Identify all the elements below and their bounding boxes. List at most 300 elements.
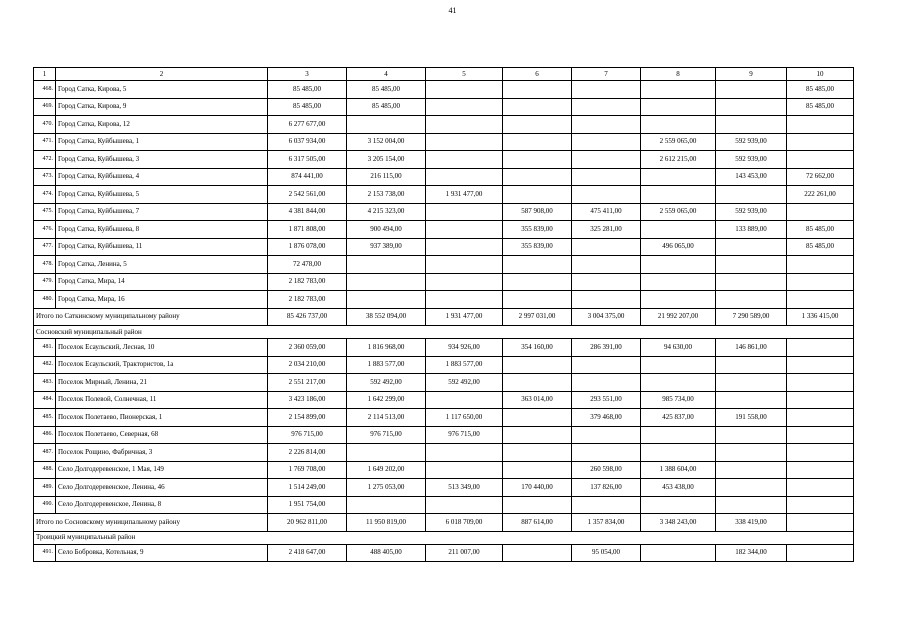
value-cell bbox=[641, 256, 716, 274]
total-cell: 1 931 477,00 bbox=[426, 308, 503, 326]
value-cell: 453 438,00 bbox=[641, 479, 716, 497]
value-cell bbox=[572, 133, 641, 151]
value-cell bbox=[572, 273, 641, 291]
value-cell: 2 034 210,00 bbox=[268, 356, 347, 374]
value-cell: 1 117 650,00 bbox=[426, 409, 503, 427]
section-row bbox=[34, 531, 854, 544]
value-cell bbox=[572, 168, 641, 186]
value-cell: 133 889,00 bbox=[716, 221, 787, 239]
value-cell: 354 160,00 bbox=[503, 339, 572, 357]
value-cell bbox=[572, 98, 641, 116]
value-cell: 3 423 186,00 bbox=[268, 391, 347, 409]
row-number: 471. bbox=[34, 133, 56, 151]
total-cell: 6 018 709,00 bbox=[426, 514, 503, 532]
value-cell: 475 411,00 bbox=[572, 203, 641, 221]
value-cell: 2 226 814,00 bbox=[268, 444, 347, 462]
total-cell: 338 419,00 bbox=[716, 514, 787, 532]
row-number: 473. bbox=[34, 168, 56, 186]
value-cell: 85 485,00 bbox=[787, 238, 854, 256]
address-cell: Поселок Есаульский, Лесная, 10 bbox=[56, 339, 268, 357]
value-cell: 2 114 513,00 bbox=[347, 409, 426, 427]
value-cell: 592 492,00 bbox=[426, 374, 503, 392]
value-cell bbox=[641, 273, 716, 291]
value-cell: 4 381 844,00 bbox=[268, 203, 347, 221]
table-row bbox=[34, 479, 854, 497]
value-cell: 363 014,00 bbox=[503, 391, 572, 409]
value-cell bbox=[426, 98, 503, 116]
column-header: 7 bbox=[572, 68, 641, 81]
row-number: 483. bbox=[34, 374, 56, 392]
value-cell: 6 277 677,00 bbox=[268, 116, 347, 134]
table-row bbox=[34, 356, 854, 374]
total-label: Итого по Саткинскому муниципальному району bbox=[34, 308, 268, 326]
value-cell bbox=[426, 273, 503, 291]
value-cell bbox=[347, 291, 426, 309]
value-cell bbox=[787, 444, 854, 462]
value-cell: 137 826,00 bbox=[572, 479, 641, 497]
value-cell: 72 478,00 bbox=[268, 256, 347, 274]
value-cell bbox=[503, 409, 572, 427]
value-cell bbox=[426, 81, 503, 99]
address-cell: Город Сатка, Кирова, 12 bbox=[56, 116, 268, 134]
table-row bbox=[34, 374, 854, 392]
address-cell: Село Долгодеревенское, Ленина, 46 bbox=[56, 479, 268, 497]
value-cell: 191 558,00 bbox=[716, 409, 787, 427]
value-cell bbox=[426, 444, 503, 462]
value-cell: 976 715,00 bbox=[347, 426, 426, 444]
row-number: 478. bbox=[34, 256, 56, 274]
value-cell bbox=[503, 256, 572, 274]
value-cell bbox=[787, 273, 854, 291]
value-cell: 85 485,00 bbox=[787, 81, 854, 99]
value-cell bbox=[716, 98, 787, 116]
total-cell: 7 290 589,00 bbox=[716, 308, 787, 326]
value-cell: 1 816 968,00 bbox=[347, 339, 426, 357]
value-cell: 4 215 323,00 bbox=[347, 203, 426, 221]
value-cell bbox=[426, 291, 503, 309]
value-cell bbox=[503, 151, 572, 169]
value-cell: 425 837,00 bbox=[641, 409, 716, 427]
value-cell: 85 485,00 bbox=[347, 81, 426, 99]
value-cell bbox=[787, 426, 854, 444]
value-cell bbox=[503, 444, 572, 462]
value-cell bbox=[426, 496, 503, 514]
value-cell bbox=[716, 479, 787, 497]
value-cell: 1 883 577,00 bbox=[347, 356, 426, 374]
value-cell bbox=[426, 256, 503, 274]
row-number: 477. bbox=[34, 238, 56, 256]
value-cell bbox=[641, 98, 716, 116]
value-cell: 143 453,00 bbox=[716, 168, 787, 186]
address-cell: Поселок Рощино, Фабричная, 3 bbox=[56, 444, 268, 462]
value-cell bbox=[572, 186, 641, 204]
value-cell: 2 418 647,00 bbox=[268, 544, 347, 562]
value-cell: 222 261,00 bbox=[787, 186, 854, 204]
row-number: 487. bbox=[34, 444, 56, 462]
value-cell bbox=[572, 81, 641, 99]
value-cell bbox=[347, 444, 426, 462]
value-cell bbox=[787, 544, 854, 562]
column-header: 8 bbox=[641, 68, 716, 81]
value-cell bbox=[641, 168, 716, 186]
value-cell: 85 485,00 bbox=[787, 221, 854, 239]
value-cell bbox=[641, 544, 716, 562]
value-cell: 976 715,00 bbox=[268, 426, 347, 444]
table-row bbox=[34, 544, 854, 562]
value-cell: 2 154 899,00 bbox=[268, 409, 347, 427]
value-cell bbox=[426, 116, 503, 134]
value-cell bbox=[716, 186, 787, 204]
table-body bbox=[34, 68, 854, 562]
value-cell bbox=[503, 496, 572, 514]
data-table bbox=[33, 67, 854, 562]
value-cell bbox=[503, 81, 572, 99]
table-row bbox=[34, 133, 854, 151]
value-cell: 216 115,00 bbox=[347, 168, 426, 186]
value-cell bbox=[787, 133, 854, 151]
value-cell bbox=[716, 391, 787, 409]
address-cell: Город Сатка, Куйбышева, 8 bbox=[56, 221, 268, 239]
column-header: 10 bbox=[787, 68, 854, 81]
row-number: 470. bbox=[34, 116, 56, 134]
address-cell: Город Сатка, Куйбышева, 4 bbox=[56, 168, 268, 186]
value-cell: 2 182 783,00 bbox=[268, 291, 347, 309]
value-cell: 211 007,00 bbox=[426, 544, 503, 562]
address-cell: Город Сатка, Ленина, 5 bbox=[56, 256, 268, 274]
row-number: 490. bbox=[34, 496, 56, 514]
address-cell: Город Сатка, Мира, 14 bbox=[56, 273, 268, 291]
table-row bbox=[34, 444, 854, 462]
value-cell bbox=[716, 444, 787, 462]
row-number: 469. bbox=[34, 98, 56, 116]
table-row bbox=[34, 186, 854, 204]
value-cell: 1 931 477,00 bbox=[426, 186, 503, 204]
value-cell bbox=[347, 496, 426, 514]
value-cell: 72 662,00 bbox=[787, 168, 854, 186]
table-row bbox=[34, 221, 854, 239]
column-header: 9 bbox=[716, 68, 787, 81]
address-cell: Город Сатка, Куйбышева, 5 bbox=[56, 186, 268, 204]
total-cell: 85 426 737,00 bbox=[268, 308, 347, 326]
value-cell bbox=[787, 374, 854, 392]
value-cell bbox=[787, 461, 854, 479]
section-label: Сосновский муниципальный район bbox=[34, 326, 854, 339]
row-number: 479. bbox=[34, 273, 56, 291]
address-cell: Город Сатка, Куйбышева, 11 bbox=[56, 238, 268, 256]
total-row bbox=[34, 514, 854, 532]
address-cell: Поселок Полетаево, Пионерская, 1 bbox=[56, 409, 268, 427]
value-cell bbox=[572, 238, 641, 256]
value-cell: 592 492,00 bbox=[347, 374, 426, 392]
value-cell: 260 598,00 bbox=[572, 461, 641, 479]
value-cell: 937 389,00 bbox=[347, 238, 426, 256]
value-cell bbox=[787, 339, 854, 357]
section-row bbox=[34, 326, 854, 339]
total-row bbox=[34, 308, 854, 326]
value-cell: 976 715,00 bbox=[426, 426, 503, 444]
value-cell: 2 551 217,00 bbox=[268, 374, 347, 392]
total-cell: 11 950 819,00 bbox=[347, 514, 426, 532]
address-cell: Село Бобровка, Котельная, 9 bbox=[56, 544, 268, 562]
column-header: 6 bbox=[503, 68, 572, 81]
value-cell bbox=[572, 496, 641, 514]
value-cell bbox=[716, 116, 787, 134]
row-number: 474. bbox=[34, 186, 56, 204]
row-number: 485. bbox=[34, 409, 56, 427]
value-cell bbox=[503, 544, 572, 562]
value-cell bbox=[503, 168, 572, 186]
table-row bbox=[34, 238, 854, 256]
row-number: 475. bbox=[34, 203, 56, 221]
value-cell bbox=[716, 238, 787, 256]
value-cell: 1 769 708,00 bbox=[268, 461, 347, 479]
value-cell bbox=[787, 356, 854, 374]
value-cell bbox=[426, 461, 503, 479]
address-cell: Город Сатка, Кирова, 9 bbox=[56, 98, 268, 116]
value-cell: 1 951 754,00 bbox=[268, 496, 347, 514]
value-cell bbox=[572, 374, 641, 392]
value-cell: 513 349,00 bbox=[426, 479, 503, 497]
value-cell: 2 153 738,00 bbox=[347, 186, 426, 204]
address-cell: Город Сатка, Куйбышева, 7 bbox=[56, 203, 268, 221]
value-cell: 1 514 249,00 bbox=[268, 479, 347, 497]
value-cell bbox=[787, 479, 854, 497]
value-cell: 293 551,00 bbox=[572, 391, 641, 409]
value-cell bbox=[503, 186, 572, 204]
value-cell: 355 839,00 bbox=[503, 238, 572, 256]
value-cell: 94 630,00 bbox=[641, 339, 716, 357]
value-cell: 182 344,00 bbox=[716, 544, 787, 562]
value-cell bbox=[787, 256, 854, 274]
row-number: 488. bbox=[34, 461, 56, 479]
address-cell: Город Сатка, Куйбышева, 1 bbox=[56, 133, 268, 151]
value-cell: 85 485,00 bbox=[268, 81, 347, 99]
value-cell bbox=[787, 116, 854, 134]
value-cell: 1 649 202,00 bbox=[347, 461, 426, 479]
page-number: 41 bbox=[448, 6, 457, 15]
value-cell: 2 559 065,00 bbox=[641, 133, 716, 151]
value-cell: 592 939,00 bbox=[716, 151, 787, 169]
value-cell bbox=[641, 356, 716, 374]
value-cell: 2 360 059,00 bbox=[268, 339, 347, 357]
value-cell bbox=[641, 426, 716, 444]
value-cell: 85 485,00 bbox=[787, 98, 854, 116]
value-cell bbox=[787, 151, 854, 169]
value-cell bbox=[787, 409, 854, 427]
total-cell: 887 614,00 bbox=[503, 514, 572, 532]
value-cell bbox=[572, 426, 641, 444]
value-cell bbox=[787, 391, 854, 409]
table-row bbox=[34, 391, 854, 409]
address-cell: Поселок Мирный, Ленина, 21 bbox=[56, 374, 268, 392]
value-cell bbox=[716, 496, 787, 514]
row-number: 484. bbox=[34, 391, 56, 409]
value-cell: 1 275 053,00 bbox=[347, 479, 426, 497]
value-cell bbox=[716, 256, 787, 274]
value-cell bbox=[426, 133, 503, 151]
value-cell: 85 485,00 bbox=[347, 98, 426, 116]
address-cell: Село Долгодеревенское, Ленина, 8 bbox=[56, 496, 268, 514]
total-cell: 1 357 834,00 bbox=[572, 514, 641, 532]
value-cell: 146 861,00 bbox=[716, 339, 787, 357]
value-cell bbox=[641, 444, 716, 462]
table-row bbox=[34, 98, 854, 116]
value-cell bbox=[787, 496, 854, 514]
value-cell bbox=[716, 374, 787, 392]
table-row bbox=[34, 409, 854, 427]
value-cell: 85 485,00 bbox=[268, 98, 347, 116]
value-cell: 985 734,00 bbox=[641, 391, 716, 409]
header-row bbox=[34, 68, 854, 81]
total-cell: 3 004 375,00 bbox=[572, 308, 641, 326]
value-cell bbox=[641, 496, 716, 514]
table-row bbox=[34, 426, 854, 444]
column-header: 1 bbox=[34, 68, 56, 81]
value-cell: 325 281,00 bbox=[572, 221, 641, 239]
value-cell: 355 839,00 bbox=[503, 221, 572, 239]
value-cell: 95 054,00 bbox=[572, 544, 641, 562]
value-cell: 874 441,00 bbox=[268, 168, 347, 186]
value-cell: 2 559 065,00 bbox=[641, 203, 716, 221]
value-cell bbox=[572, 356, 641, 374]
value-cell: 286 391,00 bbox=[572, 339, 641, 357]
value-cell bbox=[503, 374, 572, 392]
value-cell: 934 926,00 bbox=[426, 339, 503, 357]
address-cell: Поселок Полетаево, Северная, 68 bbox=[56, 426, 268, 444]
value-cell: 170 440,00 bbox=[503, 479, 572, 497]
value-cell: 592 939,00 bbox=[716, 203, 787, 221]
value-cell bbox=[716, 426, 787, 444]
value-cell: 3 205 154,00 bbox=[347, 151, 426, 169]
value-cell bbox=[503, 133, 572, 151]
section-label: Троицкий муниципальный район bbox=[34, 531, 854, 544]
value-cell: 587 908,00 bbox=[503, 203, 572, 221]
row-number: 486. bbox=[34, 426, 56, 444]
column-header: 4 bbox=[347, 68, 426, 81]
column-header: 3 bbox=[268, 68, 347, 81]
total-label: Итого по Сосновскому муниципальному району bbox=[34, 514, 268, 532]
row-number: 480. bbox=[34, 291, 56, 309]
value-cell bbox=[503, 116, 572, 134]
total-cell: 3 348 243,00 bbox=[641, 514, 716, 532]
value-cell: 2 612 215,00 bbox=[641, 151, 716, 169]
address-cell: Город Сатка, Кирова, 5 bbox=[56, 81, 268, 99]
value-cell: 900 494,00 bbox=[347, 221, 426, 239]
value-cell bbox=[641, 291, 716, 309]
value-cell bbox=[716, 461, 787, 479]
value-cell bbox=[641, 221, 716, 239]
total-cell: 21 992 207,00 bbox=[641, 308, 716, 326]
value-cell: 6 037 934,00 bbox=[268, 133, 347, 151]
row-number: 468. bbox=[34, 81, 56, 99]
value-cell bbox=[503, 461, 572, 479]
total-cell: 2 997 031,00 bbox=[503, 308, 572, 326]
value-cell: 6 317 505,00 bbox=[268, 151, 347, 169]
value-cell bbox=[641, 116, 716, 134]
table-row bbox=[34, 203, 854, 221]
value-cell bbox=[716, 291, 787, 309]
row-number: 482. bbox=[34, 356, 56, 374]
value-cell bbox=[572, 444, 641, 462]
value-cell: 2 182 783,00 bbox=[268, 273, 347, 291]
row-number: 472. bbox=[34, 151, 56, 169]
value-cell: 1 876 078,00 bbox=[268, 238, 347, 256]
table-row bbox=[34, 291, 854, 309]
value-cell bbox=[572, 151, 641, 169]
value-cell bbox=[503, 356, 572, 374]
address-cell: Село Долгодеревенское, 1 Мая, 149 bbox=[56, 461, 268, 479]
table-row bbox=[34, 339, 854, 357]
value-cell bbox=[572, 256, 641, 274]
value-cell: 488 405,00 bbox=[347, 544, 426, 562]
value-cell bbox=[572, 116, 641, 134]
value-cell bbox=[347, 256, 426, 274]
value-cell: 1 642 299,00 bbox=[347, 391, 426, 409]
value-cell: 592 939,00 bbox=[716, 133, 787, 151]
value-cell bbox=[641, 374, 716, 392]
value-cell bbox=[641, 81, 716, 99]
address-cell: Город Сатка, Мира, 16 bbox=[56, 291, 268, 309]
value-cell bbox=[787, 291, 854, 309]
value-cell bbox=[503, 273, 572, 291]
value-cell: 1 871 808,00 bbox=[268, 221, 347, 239]
value-cell bbox=[426, 221, 503, 239]
table-row bbox=[34, 496, 854, 514]
table-row bbox=[34, 461, 854, 479]
total-cell bbox=[787, 514, 854, 532]
column-header: 2 bbox=[56, 68, 268, 81]
value-cell bbox=[716, 81, 787, 99]
value-cell bbox=[572, 291, 641, 309]
value-cell bbox=[426, 151, 503, 169]
value-cell bbox=[716, 273, 787, 291]
value-cell bbox=[426, 391, 503, 409]
value-cell bbox=[347, 116, 426, 134]
table-row bbox=[34, 151, 854, 169]
address-cell: Поселок Полевой, Солнечная, 11 bbox=[56, 391, 268, 409]
value-cell bbox=[787, 203, 854, 221]
value-cell bbox=[716, 356, 787, 374]
column-header: 5 bbox=[426, 68, 503, 81]
row-number: 476. bbox=[34, 221, 56, 239]
value-cell bbox=[503, 98, 572, 116]
value-cell: 1 388 604,00 bbox=[641, 461, 716, 479]
total-cell: 1 336 415,00 bbox=[787, 308, 854, 326]
value-cell bbox=[426, 168, 503, 186]
total-cell: 20 962 811,00 bbox=[268, 514, 347, 532]
value-cell: 3 152 004,00 bbox=[347, 133, 426, 151]
value-cell bbox=[347, 273, 426, 291]
value-cell: 496 065,00 bbox=[641, 238, 716, 256]
total-cell: 38 552 094,00 bbox=[347, 308, 426, 326]
row-number: 491. bbox=[34, 544, 56, 562]
value-cell: 379 468,00 bbox=[572, 409, 641, 427]
value-cell bbox=[426, 203, 503, 221]
table-row bbox=[34, 256, 854, 274]
table-row bbox=[34, 168, 854, 186]
table-row bbox=[34, 81, 854, 99]
value-cell bbox=[641, 186, 716, 204]
row-number: 489. bbox=[34, 479, 56, 497]
value-cell: 2 542 561,00 bbox=[268, 186, 347, 204]
table-row bbox=[34, 116, 854, 134]
address-cell: Город Сатка, Куйбышева, 3 bbox=[56, 151, 268, 169]
value-cell bbox=[503, 426, 572, 444]
value-cell bbox=[503, 291, 572, 309]
table-row bbox=[34, 273, 854, 291]
address-cell: Поселок Есаульский, Трактористов, 1а bbox=[56, 356, 268, 374]
value-cell: 1 883 577,00 bbox=[426, 356, 503, 374]
